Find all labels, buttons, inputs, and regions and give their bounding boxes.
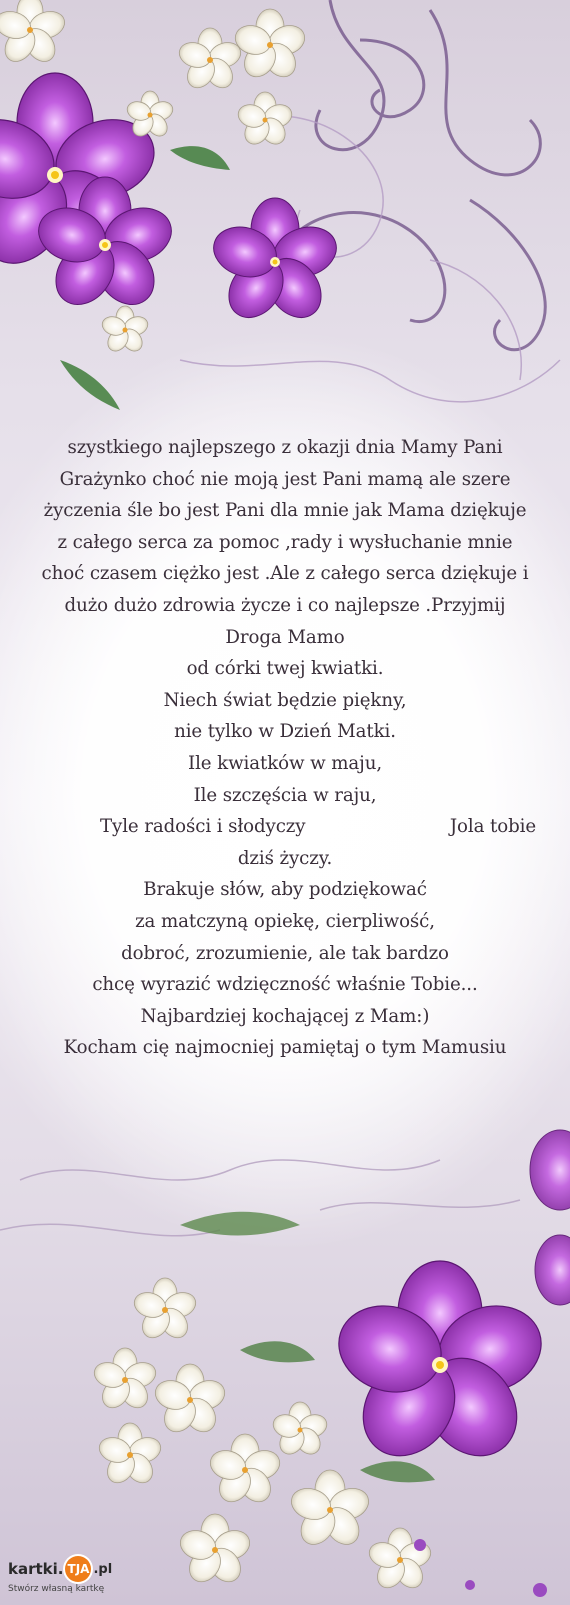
message-line: szystkiego najlepszego z okazji dnia Mamy Pani	[67, 437, 503, 458]
logo-tagline: Stwórz własną kartkę	[8, 1584, 105, 1594]
message-line: Kocham cię najmocniej pamiętaj o tym Mamusiu	[63, 1037, 507, 1059]
bottom-purple-flower	[328, 1261, 553, 1474]
message-line: Ile szczęścia w raju,	[193, 784, 377, 806]
top-swirls	[300, 0, 545, 350]
message-line: Grażynko choć nie moją jest Pani mamą ale szere	[59, 468, 511, 490]
message-line: Niech świat będzie piękny,	[163, 689, 407, 711]
greeting-message	[30, 432, 540, 1064]
message-line: Tyle radości i słodyczy	[100, 816, 306, 838]
message-line: od córki twej kwiatki.	[186, 658, 384, 680]
message-line: Jola tobie	[449, 816, 536, 838]
message-line: życzenia śle bo jest Pani dla mnie jak Mama dziękuje	[43, 500, 527, 522]
message-line: dziś życzy.	[237, 847, 333, 869]
site-logo[interactable]	[8, 1555, 120, 1599]
message-line: Ile kwiatków w maju,	[188, 752, 382, 774]
bottom-purple-dots	[414, 1539, 547, 1597]
logo-badge: TJA	[65, 1556, 91, 1582]
logo-tld: .pl	[93, 1561, 113, 1577]
logo-word: kartki.	[8, 1560, 64, 1578]
message-line: Brakuje słów, aby podziękować	[143, 879, 427, 901]
message-line: choć czasem ciężko jest .Ale z całego serca dziękuje i	[41, 563, 529, 585]
message-line: Najbardziej kochającej z Mam:)	[140, 1005, 430, 1027]
message-line: dużo dużo zdrowia życze i co najlepsze .Przyjmij	[64, 594, 506, 616]
bottom-right-purple-edge	[530, 1130, 570, 1305]
message-line: dobroć, zrozumienie, ale tak bardzo	[121, 942, 449, 964]
message-line: Droga Mamo	[225, 626, 345, 648]
message-line: chcę wyrazić wdzięczność właśnie Tobie...	[92, 974, 478, 996]
message-line: za matczyną opiekę, cierpliwość,	[135, 910, 435, 932]
message-line: z całego serca za pomoc ,rady i wysłuchanie mnie	[57, 531, 513, 553]
message-line: nie tylko w Dzień Matki.	[174, 721, 396, 743]
logo-mark	[8, 1555, 120, 1583]
message-line-split	[30, 811, 540, 843]
